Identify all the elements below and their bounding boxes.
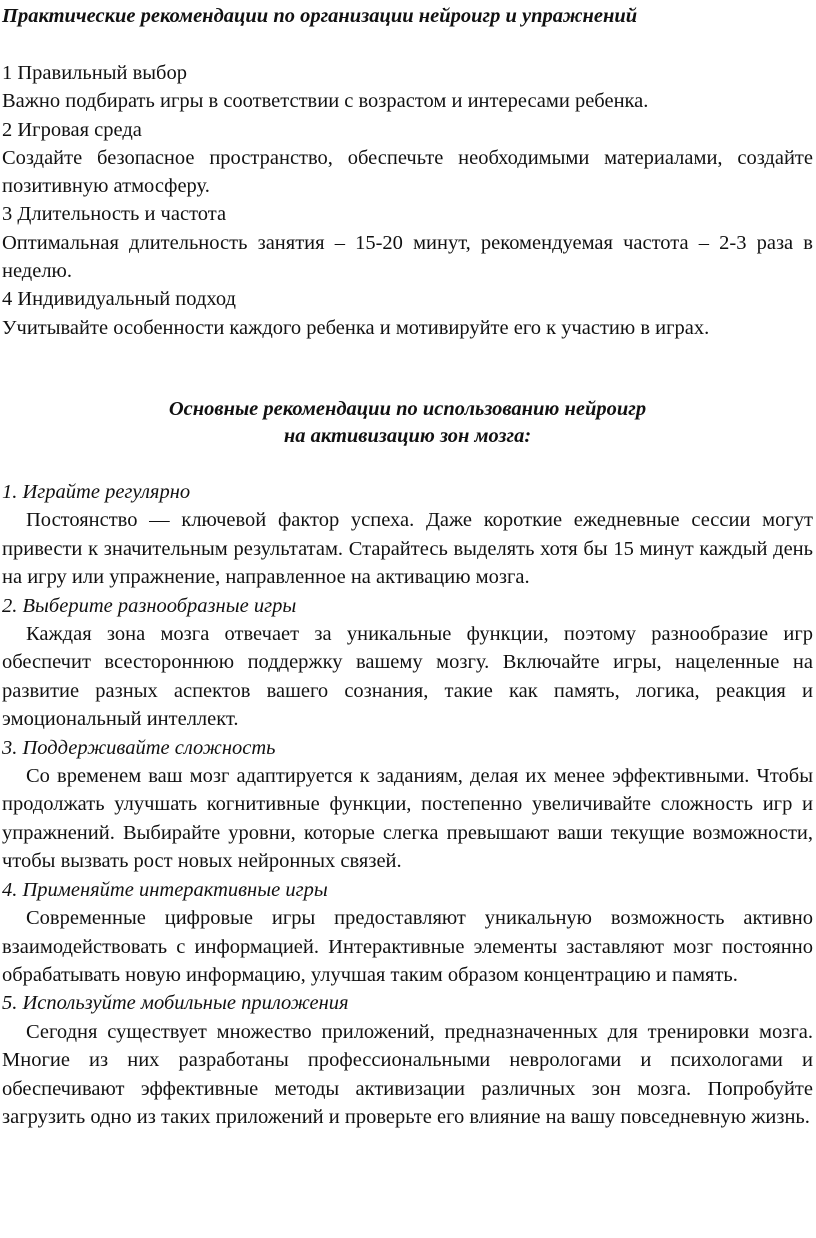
item-heading: 2 Игровая среда — [2, 118, 142, 141]
item-text: Учитывайте особенности каждого ребенка и мотивируйте его к участию в играх. — [2, 316, 710, 339]
recommendation-heading: 3. Поддерживайте сложность — [2, 736, 276, 759]
recommendation-text: Сегодня существует множество приложений, предназначенных для тренировки мозга. Многие из них разработаны профессиональными неврологами и психологами и обеспечивают эффективные методы активизации различных зон мозга. Попробуйте загрузить одно из таких приложений и проверьте его влияние на вашу повседневную жизнь. — [2, 1020, 813, 1128]
recommendation-heading: 1. Играйте регулярно — [2, 481, 191, 503]
section-heading-line-1: Основные рекомендации по использованию нейроигр — [168, 398, 647, 420]
item-text: Важно подбирать игры в соответствии с возрастом и интересами ребенка. — [2, 90, 649, 113]
item-heading: 1 Правильный выбор — [2, 62, 187, 84]
item-text: Создайте безопасное пространство, обеспечьте необходимыми материалами, создайте позитивную атмосферу. — [2, 146, 813, 198]
item-heading: 3 Длительность и частота — [2, 203, 227, 226]
recommendation-text: Со временем ваш мозг адаптируется к заданиям, делая их менее эффективными. Чтобы продолжать улучшать когнитивные функции, постепенно увеличивайте сложность игр и упражнений. Выбирайте уровни, которые слегка превышают ваши текущие возможности, чтобы вызвать рост новых нейронных связей. — [2, 765, 813, 873]
recommendation-heading: 2. Выберите разнообразные игры — [2, 594, 297, 617]
recommendation-heading: 5. Используйте мобильные приложения — [2, 992, 349, 1015]
item-heading: 4 Индивидуальный подход — [2, 288, 236, 311]
section-heading — [2, 396, 813, 450]
practical-recommendations — [2, 59, 813, 342]
section-heading-line-2: на активизацию зон мозга: — [283, 425, 532, 447]
page-title: Практические рекомендации по организации нейроигр и упражнений — [2, 5, 638, 27]
recommendation-heading: 4. Применяйте интерактивные игры — [2, 878, 328, 901]
recommendation-text: Постоянство — ключевой фактор успеха. Даже короткие ежедневные сессии могут привести к значительным результатам. Старайтесь выделять хотя бы 15 минут каждый день на игру или упражнение, направленное на активацию мозга. — [2, 509, 813, 589]
brain-recommendations — [2, 478, 813, 1131]
recommendation-text: Каждая зона мозга отвечает за уникальные функции, поэтому разнообразие игр обеспечит всестороннюю поддержку вашему мозгу. Включайте игры, нацеленные на развитие разных аспектов вашего сознания, такие как память, логика, реакция и эмоциональный интеллект. — [2, 623, 813, 731]
recommendation-text: Современные цифровые игры предоставляют уникальную возможность активно взаимодействовать с информацией. Интерактивные элементы заставляют мозг постоянно обрабатывать новую информацию, улучшая таким образом концентрацию и память. — [2, 907, 813, 986]
item-text: Оптимальная длительность занятия – 15-20 минут, рекомендуемая частота – 2-3 раза в неделю. — [2, 231, 813, 283]
